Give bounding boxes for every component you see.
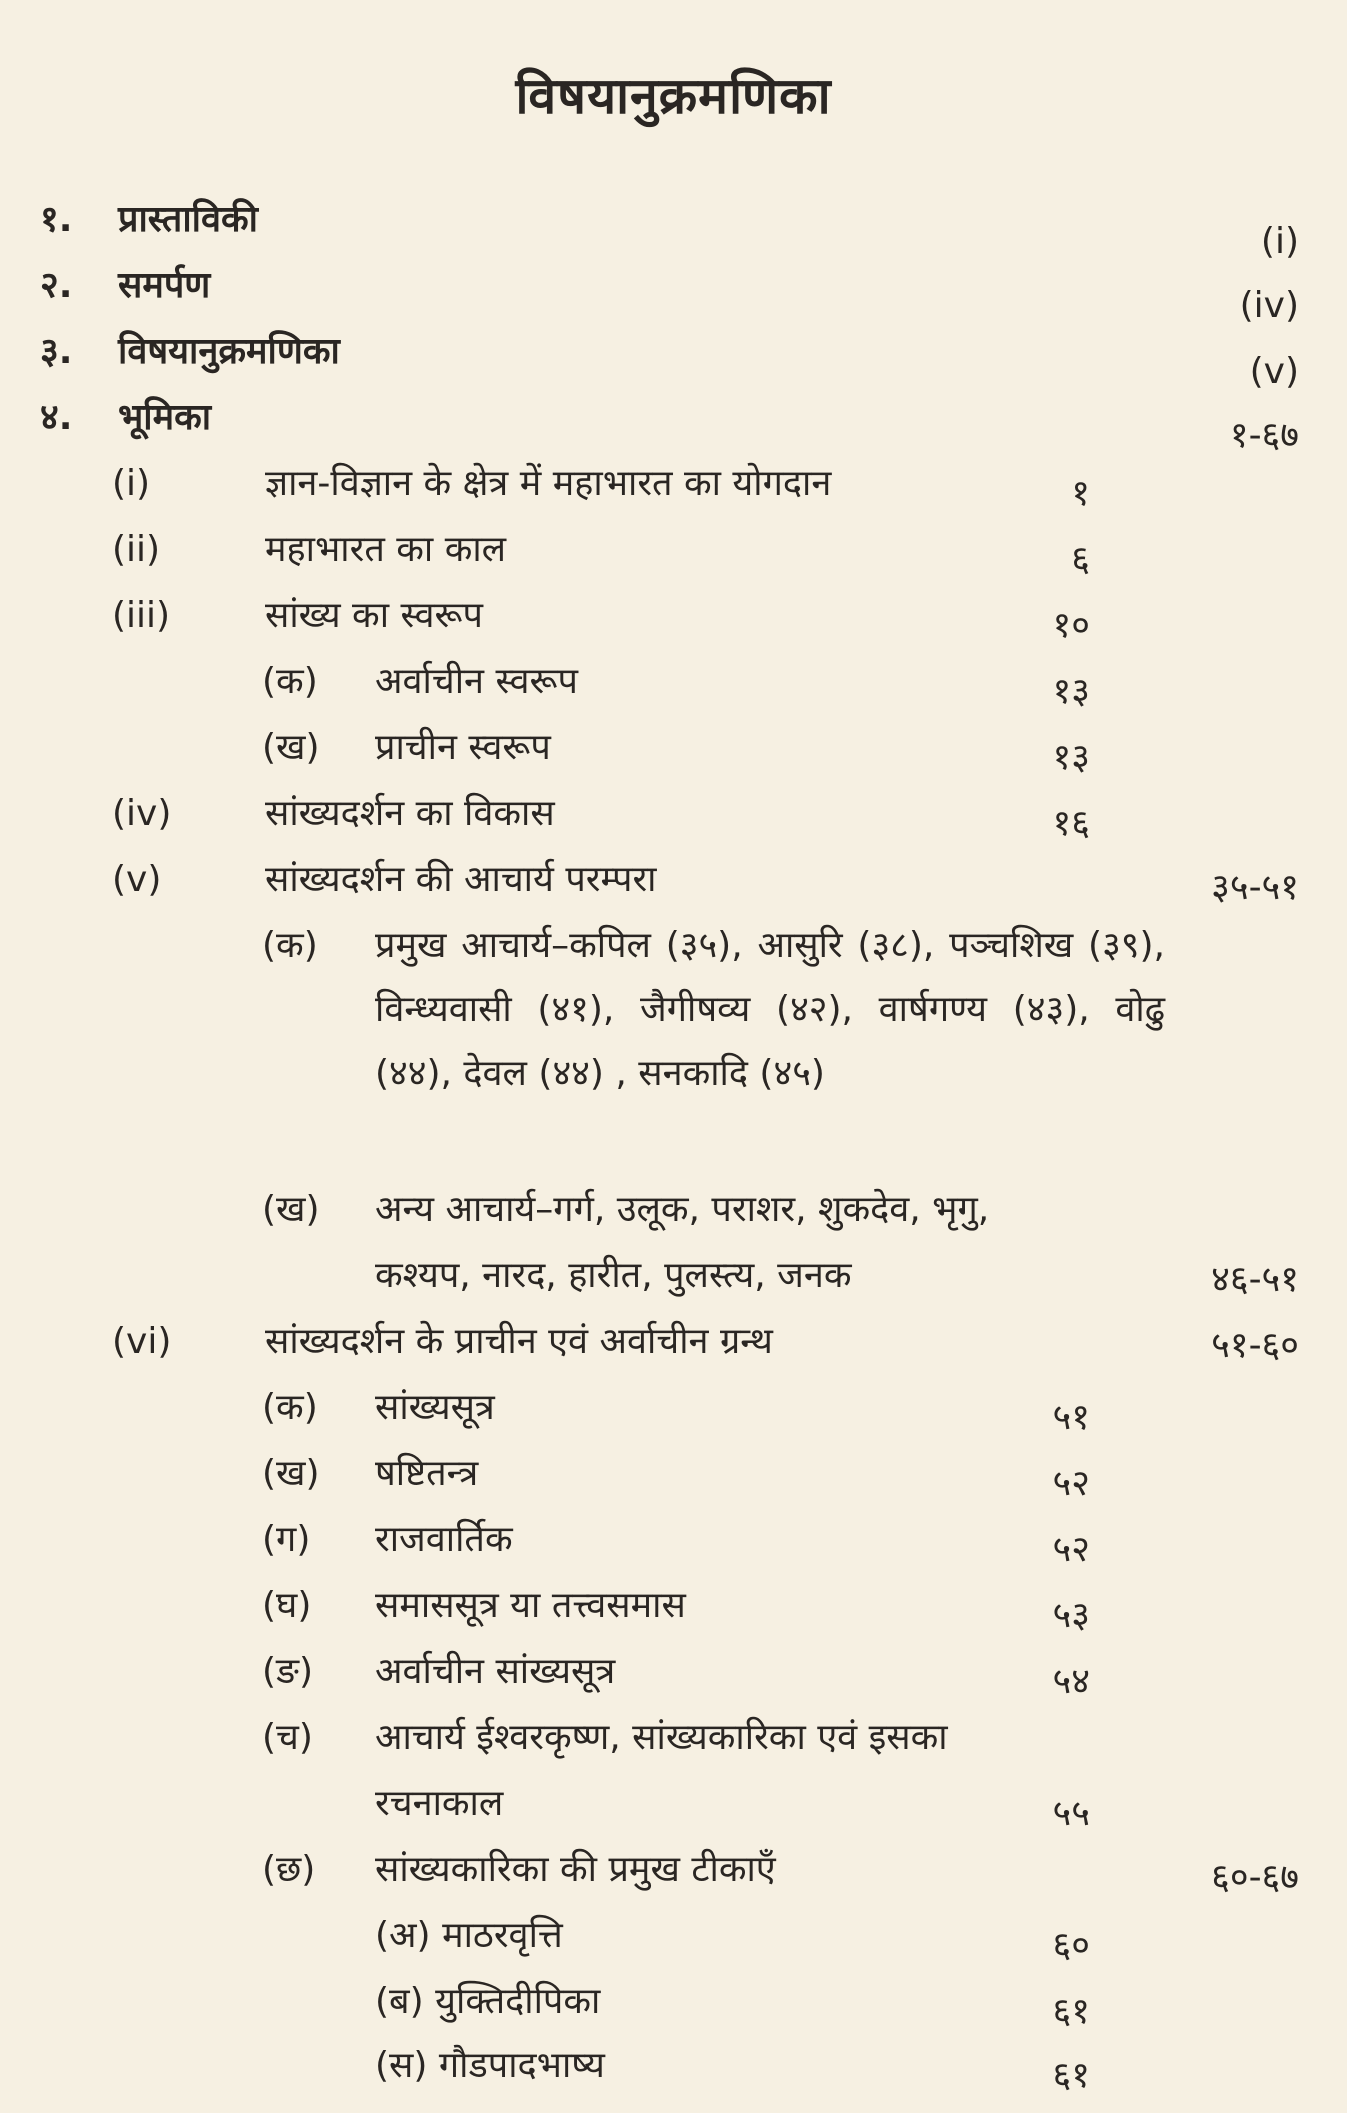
subentry-number: (iii) [112, 595, 171, 636]
subentry-label: महाभारत का काल [265, 529, 507, 570]
entry-page-range: १-६७ [1229, 415, 1299, 456]
toc-entry-vishayanukramanika [0, 330, 1347, 396]
tika-mathar-vritti [0, 1914, 1347, 1980]
subentry-iii-kha [0, 726, 1347, 792]
acharya-list: प्रमुख आचार्य–कपिल (३५), आसुरि (३८), पञ्चशिख (३९), विन्ध्यवासी (४१), जैगीषव्य (४२), वार्षगण्य (४३), वोढु (४४), देवल (४४) , सनकादि (४५) [375, 925, 1165, 1094]
toc-entry-samarpan [0, 264, 1347, 330]
subentry-label: सांख्यदर्शन का विकास [265, 793, 555, 834]
tika-letter: (ब) [375, 1981, 424, 2022]
subentry-label: सांख्यकारिका की प्रमुख टीकाएँ [375, 1849, 776, 1890]
subentry-vi-ga [0, 1518, 1347, 1584]
subentry-page: १ [1071, 473, 1090, 514]
subentry-number: (vi) [112, 1321, 172, 1362]
subentry-label: षष्टितन्त्र [375, 1453, 479, 1494]
entry-page: (v) [1249, 351, 1299, 392]
subentry-number: (iv) [112, 793, 172, 834]
entry-number: ३. [40, 331, 73, 372]
subentry-letter: (ख) [262, 1453, 320, 1494]
subentry-number: (v) [112, 859, 162, 900]
subentry-vi-cha [0, 1716, 1347, 1848]
subentry-page-range: ३५-५१ [1211, 867, 1299, 908]
subentry-page: ५३ [1052, 1595, 1090, 1636]
subentry-letter: (ङ) [262, 1651, 314, 1692]
subentry-vi-kha [0, 1452, 1347, 1518]
subentry-label: सांख्य का स्वरूप [265, 595, 483, 636]
tika-yuktidipika [0, 1980, 1347, 2046]
tika-label [375, 1980, 600, 2024]
entry-page: (iv) [1239, 285, 1299, 326]
subentry-letter: (क) [262, 925, 318, 966]
subentry-label: ज्ञान-विज्ञान के क्षेत्र में महाभारत का योगदान [265, 463, 832, 504]
subentry-vi [0, 1320, 1347, 1386]
subentry-iii-ka [0, 660, 1347, 726]
subentry-letter: (ग) [262, 1519, 311, 1560]
subentry-label: अर्वाचीन सांख्यसूत्र [375, 1651, 616, 1692]
subentry-page: ५४ [1052, 1661, 1090, 1702]
toc-entry-prastaviki [0, 198, 1347, 264]
tika-letter: (स) [375, 2045, 428, 2086]
entry-number: २. [40, 265, 73, 306]
subentry-letter: (ख) [262, 727, 320, 768]
subentry-label-line2: रचनाकाल [375, 1783, 504, 1824]
subentry-label-line1: आचार्य ईश्वरकृष्ण, सांख्यकारिका एवं इसका [375, 1717, 948, 1758]
entry-number: ४. [40, 397, 73, 438]
subentry-letter: (च) [262, 1717, 313, 1758]
tika-name: गौडपादभाष्य [438, 2045, 605, 2086]
subentry-page: ५२ [1052, 1463, 1090, 1504]
subentry-v-kha [0, 1188, 1347, 1320]
subentry-label-line2: कश्यप, नारद, हारीत, पुलस्त्य, जनक [375, 1255, 852, 1296]
subentry-page: १३ [1052, 671, 1090, 712]
subentry-letter: (घ) [262, 1585, 312, 1626]
subentry-vi-chha [0, 1848, 1347, 1914]
subentry-page: ५२ [1052, 1529, 1090, 1570]
subentry-label: राजवार्तिक [375, 1519, 513, 1560]
subentry-page: १० [1052, 605, 1090, 646]
subentry-page: ५५ [1052, 1793, 1090, 1834]
subentry-vi-gha [0, 1584, 1347, 1650]
tika-letter: (अ) [375, 1915, 431, 1956]
subentry-page-range: ४६-५१ [1211, 1259, 1299, 1300]
entry-number: १. [40, 199, 73, 240]
entry-label: विषयानुक्रमणिका [118, 331, 340, 372]
subentry-vi-nga [0, 1650, 1347, 1716]
subentry-label-line1: अन्य आचार्य–गर्ग, उलूक, पराशर, शुकदेव, भृगु, [375, 1189, 990, 1230]
subentry-letter: (छ) [262, 1849, 316, 1890]
tika-page: ६१ [1052, 2055, 1090, 2096]
subentry-page: १३ [1052, 737, 1090, 778]
subentry-ii [0, 528, 1347, 594]
subentry-label: सांख्यदर्शन की आचार्य परम्परा [265, 859, 657, 900]
tika-label [375, 1914, 563, 1958]
subentry-label: अर्वाचीन स्वरूप [375, 661, 578, 702]
subentry-number: (ii) [112, 529, 161, 570]
subentry-page-range: ५१-६० [1211, 1325, 1299, 1366]
tika-page: ६० [1052, 1925, 1090, 1966]
subentry-label: सांख्यदर्शन के प्राचीन एवं अर्वाचीन ग्रन्थ [265, 1321, 773, 1362]
tika-page: ६१ [1052, 1991, 1090, 2032]
subentry-label: सांख्यसूत्र [375, 1387, 495, 1428]
entry-label: भूमिका [118, 397, 212, 438]
subentry-page: १६ [1052, 803, 1090, 844]
tika-label [375, 2044, 605, 2088]
entry-label: प्रास्ताविकी [118, 199, 258, 240]
subentry-v-ka [0, 924, 1347, 1184]
subentry-i [0, 462, 1347, 528]
subentry-iii [0, 594, 1347, 660]
subentry-vi-ka [0, 1386, 1347, 1452]
entry-page: (i) [1260, 221, 1299, 262]
entry-label: समर्पण [118, 265, 211, 306]
subentry-label: प्राचीन स्वरूप [375, 727, 551, 768]
tika-name: युक्तिदीपिका [435, 1981, 601, 2022]
subentry-letter: (क) [262, 661, 318, 702]
subentry-page: ६ [1071, 539, 1090, 580]
subentry-letter: (क) [262, 1387, 318, 1428]
page-title: विषयानुक्रमणिका [515, 67, 832, 125]
subentry-number: (i) [112, 463, 151, 504]
subentry-label: समाससूत्र या तत्त्वसमास [375, 1585, 686, 1626]
subentry-page-range: ६०-६७ [1211, 1857, 1299, 1898]
subentry-iv [0, 792, 1347, 858]
tika-gaudapada-bhashya [0, 2044, 1347, 2110]
toc-entry-bhumika [0, 396, 1347, 462]
tika-name: माठरवृत्ति [442, 1915, 563, 1956]
subentry-page: ५१ [1052, 1397, 1090, 1438]
subentry-letter: (ख) [262, 1189, 320, 1230]
